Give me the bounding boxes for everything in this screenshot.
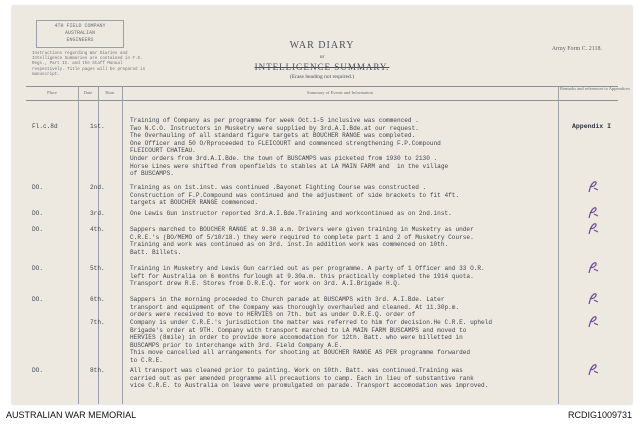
entry-date: 5th. xyxy=(90,265,105,272)
entry-text-line: C.R.E.'s (BO/MEMO of 5/10/18.) they were required to complete part 1 and 2 of Musketry Course. xyxy=(130,233,474,241)
entry-text-line: This move cancelled all arrangements for shooting at BOUCHER RANGE AS PER programme forwarded xyxy=(130,349,471,357)
footer-record-id: RCDIG1009731 xyxy=(567,410,632,420)
divider-place xyxy=(78,86,79,404)
handwritten-initials-mark xyxy=(586,180,600,194)
entry-date: 4th. xyxy=(90,226,105,233)
handwritten-initials-mark xyxy=(586,363,600,377)
appendix-reference: Appendix I xyxy=(572,123,612,130)
handwritten-initials-mark xyxy=(586,261,600,275)
entry-text-line: of BUSCAMPS. xyxy=(130,170,174,178)
divider-date xyxy=(98,86,99,404)
title-erase-note: (Erase heading not required.) xyxy=(289,74,355,80)
entry-place: DO. xyxy=(32,184,43,191)
entry-text-line: All transport was cleaned prior to painting. Work on 10th. Batt. was continued.Training was xyxy=(130,367,463,374)
army-form-label: Army Form C. 2118. xyxy=(551,46,602,52)
divider-hour xyxy=(122,86,123,404)
handwritten-initials-mark xyxy=(586,206,600,220)
entry-date: 2nd. xyxy=(90,184,105,191)
header-rule-top xyxy=(26,86,618,87)
entry-text-line: vice C.R.E. to Australia on leave were promulgated on parade. Transport accomodation was improved. xyxy=(130,382,489,390)
entry-place: DO. xyxy=(32,265,43,272)
entry-place: DO. xyxy=(32,296,43,303)
entry-text-line: Training of Company as per programme for week Oct.1-5 inclusive was commenced . xyxy=(130,117,419,124)
entry-text-line: transport and equipment of the Company was thoroughly overhauled and cleaned. At 11.30p.m. xyxy=(130,303,460,311)
entry-text-line: BUSCAMPS prior to interchange with 3rd. Field Company A.E. xyxy=(130,341,343,349)
col-remarks: Remarks and references to Appendices xyxy=(560,86,630,91)
entry-date: 1st. xyxy=(90,123,105,130)
entry-text-line: Horse Lines were shifted from openfields to stables at LA MAIN FARM and in the village xyxy=(130,162,449,170)
entry-text-line: One Lewis Gun instructor reported 3rd.A.I.Bde.Training and workcontinued as on 2nd.inst. xyxy=(130,210,452,217)
col-hour: Hour xyxy=(105,90,115,95)
entry-text-line: Two N.C.O. Instructors in Musketry were supplied by 3rd.A.I.Bde.at our request. xyxy=(130,124,419,132)
entry-text-line: FLEICOURT CHATEAU. xyxy=(130,147,196,155)
entry-place: DO. xyxy=(32,210,43,217)
diary-sheet xyxy=(12,6,632,404)
title-war-diary: WAR DIARY xyxy=(289,40,355,51)
entry-text-line: The Overhauling of all standard figure targets at BOUCHER RANGE was completed. xyxy=(130,132,416,140)
entry-text-line: Training and work was continued as on 3rd. inst.In addition work was commenced on 10th. xyxy=(130,241,449,249)
entry-text-line: Company is under C.R.E.'s jurisdiction the matter was referred to him for decision.He C.R.E. upheld xyxy=(130,319,493,326)
entry-text-line: to C.R.E. xyxy=(130,357,163,364)
stamp-line: AUSTRALIAN xyxy=(64,30,95,36)
handwritten-initials-mark xyxy=(586,315,600,329)
handwritten-initials-mark xyxy=(586,222,600,236)
entry-place: DO. xyxy=(32,226,43,233)
title-or: or xyxy=(319,54,325,60)
entry-text-line: Training in Musketry and Lewis Gun carried out as per programme. A party of 1 Officer and 33 O.R. xyxy=(130,265,485,272)
entry-text-line: One Officer and 50 O/Rproceeded to FLEICOURT and commenced strengthening F.P.Compound xyxy=(130,139,441,147)
entry-text-line: Brigade's order at 9TH. Company with transport marched to LA MAIN FARM BUSCAMPS and moved to xyxy=(130,326,467,334)
entry-place: DO. xyxy=(32,367,43,374)
entry-text-line: targets at BOUCHER RANGE commenced. xyxy=(130,199,258,207)
entry-place: Fl.c.8d xyxy=(32,123,58,130)
col-summary: Summary of Events and Information xyxy=(307,90,373,95)
entry-text-line: Batt. Billets. xyxy=(130,248,182,256)
entry-text-line: Sappers in the morning proceeded to Church parade at BUSCAMPS with 3rd. A.I.Bde. Later xyxy=(130,296,445,303)
title-intelligence-summary: INTELLIGENCE SUMMARY. xyxy=(254,62,390,72)
stamp-line: ENGINEERS xyxy=(66,37,94,43)
divider-remarks xyxy=(558,86,559,404)
handwritten-initials-mark xyxy=(586,292,600,306)
entry-text-line: Sappers marched to BOUCHER RANGE at 9.30 a.m. Drivers were given training in Musketry as under xyxy=(130,226,474,233)
entry-date: 3rd. xyxy=(90,210,105,217)
entry-text-line: carried out as per amended programme all precautions to camp. Each in lieu of substantive rank xyxy=(130,374,474,382)
entry-date: 7th. xyxy=(90,319,105,326)
entry-date: 6th. xyxy=(90,296,105,303)
instructions-note: Instructions regarding War Diaries and Intelligence Summaries are contained in F.S. Regs., Part II. and the Staff Manual respectively. Title pages will be prepared in manuscript. xyxy=(32,52,146,77)
entry-text-line: left for Australia on 6 months furlough at 9.30a.m. this practically completed the 1914 quota. xyxy=(130,272,474,280)
entry-text-line: orders were received to move to HERVIES on 7th. but as under D.R.E.Q. order of xyxy=(130,311,416,319)
footer-archive-name: AUSTRALIAN WAR MEMORIAL xyxy=(6,410,137,420)
entry-date: 8th. xyxy=(90,367,105,374)
entry-text-line: Training as on 1st.inst. was continued .Bayonet Fighting Course was constructed . xyxy=(130,184,427,191)
entry-text-line: Under orders from 3rd.A.I.Bde. the town of BUSCAMPS was picketed from 1930 to 2130 . xyxy=(130,155,438,162)
header-rule-bottom xyxy=(26,100,618,101)
entry-text-line: Transport drew R.E. Stores from D.R.E.Q. for work on 3rd. A.I.Brigade H.Q. xyxy=(130,280,401,288)
entry-text-line: HERVIES (8mile) in order to provide more accomodation for 12th. Batt. who were billetted in xyxy=(130,334,463,342)
col-place: Place xyxy=(47,90,57,95)
stamp-line: 4TH FIELD COMPANY xyxy=(54,23,106,29)
entry-text-line: Construction of F.P.Compound was continued and the adjustment of side brackets to fit 4ft. xyxy=(130,191,460,199)
col-date: Date xyxy=(83,90,93,95)
